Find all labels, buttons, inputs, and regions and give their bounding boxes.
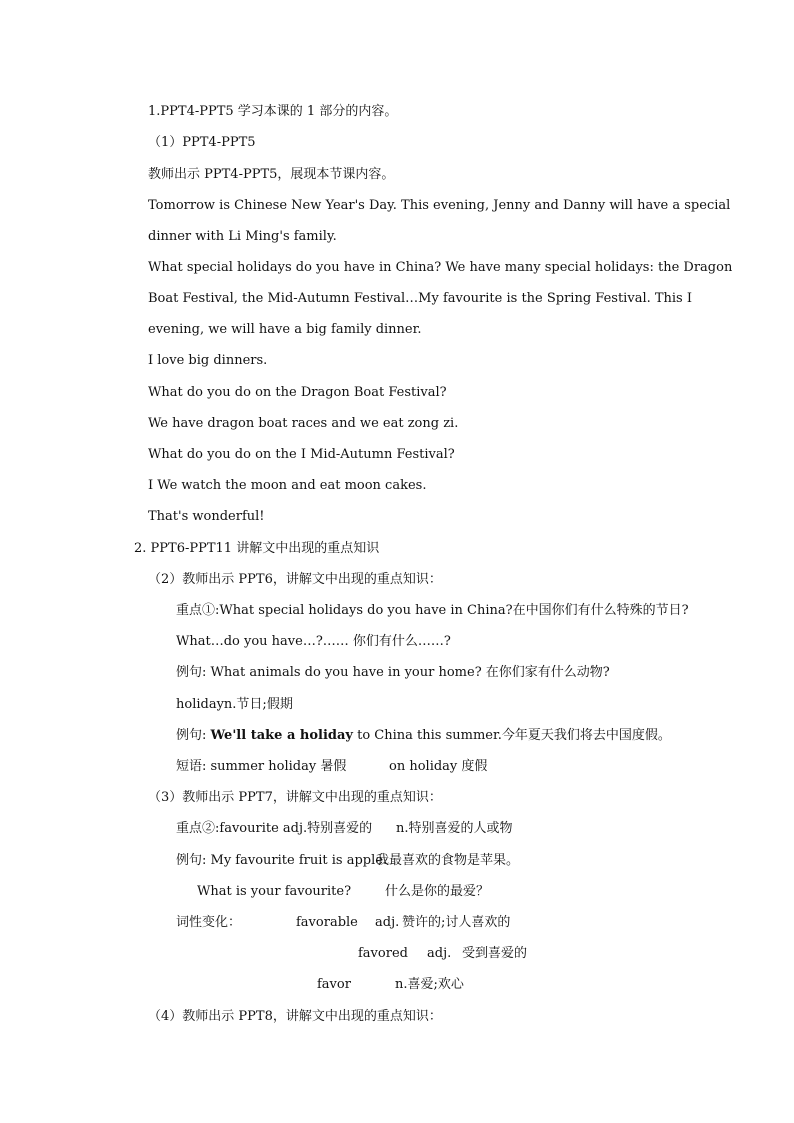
word-form-pos: adj. (427, 946, 452, 961)
example-prefix: 例句: (176, 728, 211, 743)
dialogue-line: I We watch the moon and eat moon cakes. (148, 478, 427, 493)
example-translation-2: 什么是你的最爱？ (385, 884, 490, 899)
phrase-line: 短语: summer holiday 暑假 (176, 759, 347, 774)
subsection-3-heading: （3）教师出示 PPT7，讲解文中出现的重点知识： (148, 790, 442, 805)
example-bold-phrase: We'll take a holiday (210, 728, 353, 743)
word-form-pos: adj. (375, 915, 400, 930)
word-forms-label: 词性变化： (176, 915, 242, 930)
word-form-meaning: 赞许的;讨人喜欢的 (402, 915, 511, 930)
example-line: 例句: What animals do you have in your home? 在你们家有什么动物? (176, 665, 610, 680)
dialogue-line: Tomorrow is Chinese New Year's Day. This evening, Jenny and Danny will have a special (148, 198, 731, 213)
dialogue-line: dinner with Li Ming's family. (148, 229, 337, 244)
example-line (176, 728, 671, 744)
phrase-line-2: on holiday 度假 (389, 759, 488, 774)
dialogue-line: What do you do on the I Mid-Autumn Festival? (148, 447, 455, 462)
word-form: favorable (296, 915, 358, 930)
example-line-2: What is your favourite? (197, 884, 352, 899)
dialogue-line: I love big dinners. (148, 353, 268, 368)
dialogue-line: evening, we will have a big family dinner. (148, 322, 422, 337)
subsection-1-heading: （1）PPT4-PPT5 (148, 135, 256, 150)
word-form-meaning: 受到喜爱的 (462, 946, 528, 961)
example-line: 例句: My favourite fruit is apple. (176, 853, 388, 868)
dialogue-line: That's wonderful! (148, 509, 265, 524)
vocab-line: holidayn.节日;假期 (176, 697, 293, 712)
subsection-2-heading: （2）教师出示 PPT6，讲解文中出现的重点知识： (148, 572, 442, 587)
word-form: favored (358, 946, 408, 961)
key-point-2: 重点②:favourite adj.特别喜爱的 (176, 821, 373, 836)
word-form: favor (317, 977, 351, 992)
section-1-heading: 1.PPT4-PPT5 学习本课的 1 部分的内容。 (148, 104, 398, 119)
subsection-4-heading: （4）教师出示 PPT8，讲解文中出现的重点知识： (148, 1009, 442, 1024)
dialogue-line: We have dragon boat races and we eat zong zi. (148, 416, 459, 431)
example-rest: to China this summer.今年夏天我们将去中国度假。 (352, 728, 671, 743)
example-translation: 我最喜欢的食物是苹果。 (376, 853, 520, 868)
section-2-heading: 2. PPT6-PPT11 讲解文中出现的重点知识 (134, 541, 380, 556)
dialogue-line: Boat Festival, the Mid-Autumn Festival…My favourite is the Spring Festival. This I (148, 291, 693, 306)
pattern-line: What…do you have…?…… 你们有什么……? (176, 634, 451, 649)
word-form-meaning: n.喜爱;欢心 (395, 977, 464, 992)
key-point-2-noun: n.特别喜爱的人或物 (396, 821, 513, 836)
key-point-1: 重点①:What special holidays do you have in China?在中国你们有什么特殊的节日? (176, 603, 689, 618)
paragraph-line: 教师出示 PPT4-PPT5，展现本节课内容。 (148, 167, 395, 182)
dialogue-line: What special holidays do you have in China? We have many special holidays: the Dragon (148, 260, 733, 275)
dialogue-line: What do you do on the Dragon Boat Festival? (148, 385, 447, 400)
